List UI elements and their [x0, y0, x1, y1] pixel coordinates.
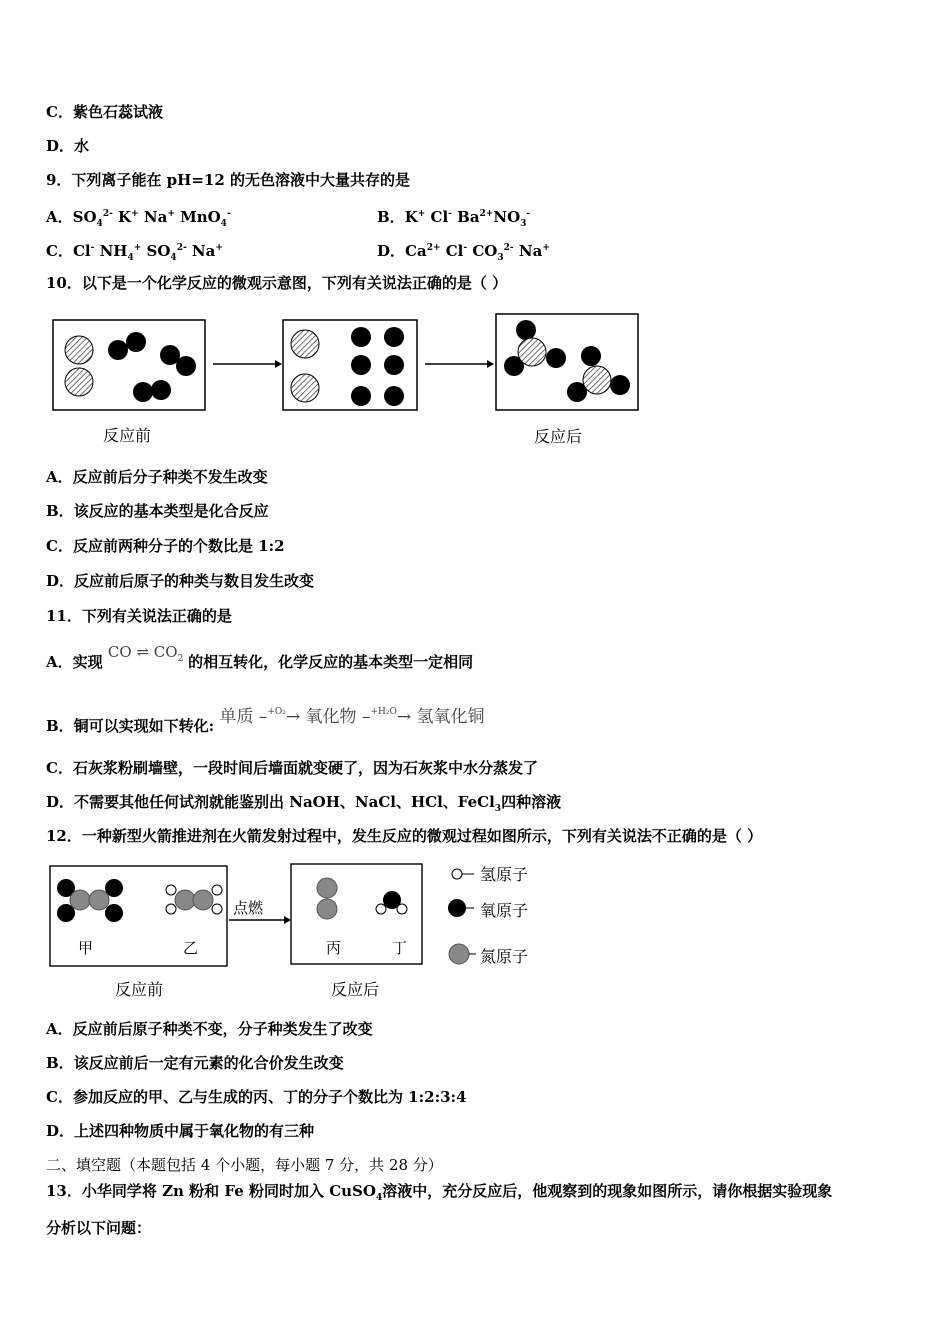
- q9-option-d: D．$Ca^{2+}$ Cl- $CO_3^{2-}$ Na+: [377, 242, 550, 263]
- q12-legend-n: 氮原子: [480, 947, 529, 966]
- legend-hydrogen-icon: [452, 869, 462, 879]
- hatched-atom: [291, 374, 319, 402]
- q9-option-c: C．Cl- $NH_4^+$ $SO_4^{2-}$ Na+: [46, 242, 223, 263]
- black-atom: [546, 348, 566, 368]
- nitrogen-atom: [70, 890, 90, 910]
- q12-stem: 12．一种新型火箭推进剂在火箭发射过程中，发生反应的微观过程如图所示，下列有关说法不正确的是（ ）: [46, 827, 763, 845]
- hatched-atom: [518, 338, 546, 366]
- q12-label-ding: 丁: [392, 939, 408, 957]
- hatched-atom: [65, 368, 93, 396]
- nitrogen-atom: [175, 890, 195, 910]
- oxygen-atom: [105, 904, 123, 922]
- hatched-atom: [291, 330, 319, 358]
- black-atom: [351, 327, 371, 347]
- q9-stem: 9．下列离子能在 pH=12 的无色溶液中大量共存的是: [46, 171, 410, 189]
- black-atom: [126, 332, 146, 352]
- hatched-atom: [65, 336, 93, 364]
- black-atom: [176, 356, 196, 376]
- hydrogen-atom: [166, 904, 176, 914]
- nitrogen-atom: [89, 890, 109, 910]
- q10-stem: 10．以下是一个化学反应的微观示意图，下列有关说法正确的是（ ）: [46, 274, 508, 292]
- q12-caption-before: 反应前: [115, 980, 164, 999]
- q12-label-bing: 丙: [326, 939, 342, 957]
- legend-nitrogen-icon: [449, 944, 469, 964]
- black-atom: [384, 355, 404, 375]
- black-atom: [108, 340, 128, 360]
- q12-caption-after: 反应后: [331, 980, 380, 999]
- black-atom: [351, 355, 371, 375]
- black-atom: [133, 382, 153, 402]
- q10-caption-before: 反应前: [103, 426, 152, 445]
- legend-oxygen-icon: [448, 899, 466, 917]
- q12-option-a: A．反应前后原子种类不变，分子种类发生了改变: [46, 1020, 373, 1038]
- hydrogen-atom: [212, 904, 222, 914]
- q12-option-d: D．上述四种物质中属于氧化物的有三种: [46, 1122, 315, 1140]
- black-atom: [581, 346, 601, 366]
- hydrogen-atom: [376, 904, 386, 914]
- black-atom: [384, 386, 404, 406]
- q13-line2: 分析以下问题：: [46, 1219, 152, 1237]
- q11-option-a: A．实现 CO ⇌ $CO_2$ 的相互转化，化学反应的基本类型一定相同: [46, 643, 474, 671]
- q11-stem: 11．下列有关说法正确的是: [46, 607, 232, 625]
- nitrogen-atom: [193, 890, 213, 910]
- q12-label-jia: 甲: [78, 939, 94, 957]
- before-box: [50, 866, 227, 966]
- black-atom: [516, 320, 536, 340]
- arrow-icon: [487, 360, 494, 368]
- q12-option-b: B．该反应前后一定有元素的化合价发生改变: [46, 1054, 344, 1072]
- section2-title: 二、填空题（本题包括 4 个小题，每小题 7 分，共 28 分）: [46, 1156, 443, 1174]
- q12-arrow-label: 点燃: [233, 899, 264, 917]
- q12-option-c: C．参加反应的甲、乙与生成的丙、丁的分子个数比为 1:2:3:4: [46, 1088, 467, 1106]
- q10-option-d: D．反应前后原子的种类与数目发生改变: [46, 572, 315, 590]
- q10-caption-after: 反应后: [534, 427, 583, 446]
- q12-legend-h: 氢原子: [480, 865, 529, 884]
- q11-option-d: D．不需要其他任何试剂就能鉴别出 NaOH、NaCl、HCl、FeCl$_3$四种溶液: [46, 793, 562, 814]
- q9-option-a: A．$SO_4^{2-}$ K+ Na+ MnO$_4$-: [46, 208, 231, 229]
- q11-option-c: C．石灰浆粉刷墙壁，一段时间后墙面就变硬了，因为石灰浆中水分蒸发了: [46, 759, 538, 777]
- q13-line1: 13．小华同学将 Zn 粉和 Fe 粉同时加入 CuSO$_4$溶液中，充分反应后，他观察到的现象如图所示，请你根据实验现象: [46, 1182, 833, 1203]
- q12-label-yi: 乙: [183, 939, 199, 957]
- black-atom: [351, 386, 371, 406]
- q10-option-c: C．反应前两种分子的个数比是 1:2: [46, 537, 285, 555]
- black-atom: [610, 375, 630, 395]
- hydrogen-atom: [166, 885, 176, 895]
- q8-option-d: D．水: [46, 137, 90, 155]
- q10-option-b: B．该反应的基本类型是化合反应: [46, 502, 269, 520]
- q11-option-b: B．铜可以实现如下转化: 单质 –$^{+O_2}$→ 氧化物 –$^{+H_2O}$→ 氢氧化铜: [46, 707, 485, 735]
- q12-legend-o: 氧原子: [480, 901, 529, 920]
- q9-option-b: B．K+ Cl- $Ba^{2+}NO_3^-$: [377, 208, 531, 229]
- black-atom: [151, 380, 171, 400]
- nitrogen-atom: [317, 878, 337, 898]
- q10-option-a: A．反应前后分子种类不发生改变: [46, 468, 268, 486]
- q8-option-c: C．紫色石蕊试液: [46, 103, 163, 121]
- nitrogen-atom: [317, 899, 337, 919]
- oxygen-atom: [383, 891, 401, 909]
- black-atom: [384, 327, 404, 347]
- arrow-icon: [275, 360, 282, 368]
- hatched-atom: [583, 366, 611, 394]
- arrow-icon: [284, 916, 291, 924]
- q12-diagram: [46, 858, 546, 978]
- hydrogen-atom: [212, 885, 222, 895]
